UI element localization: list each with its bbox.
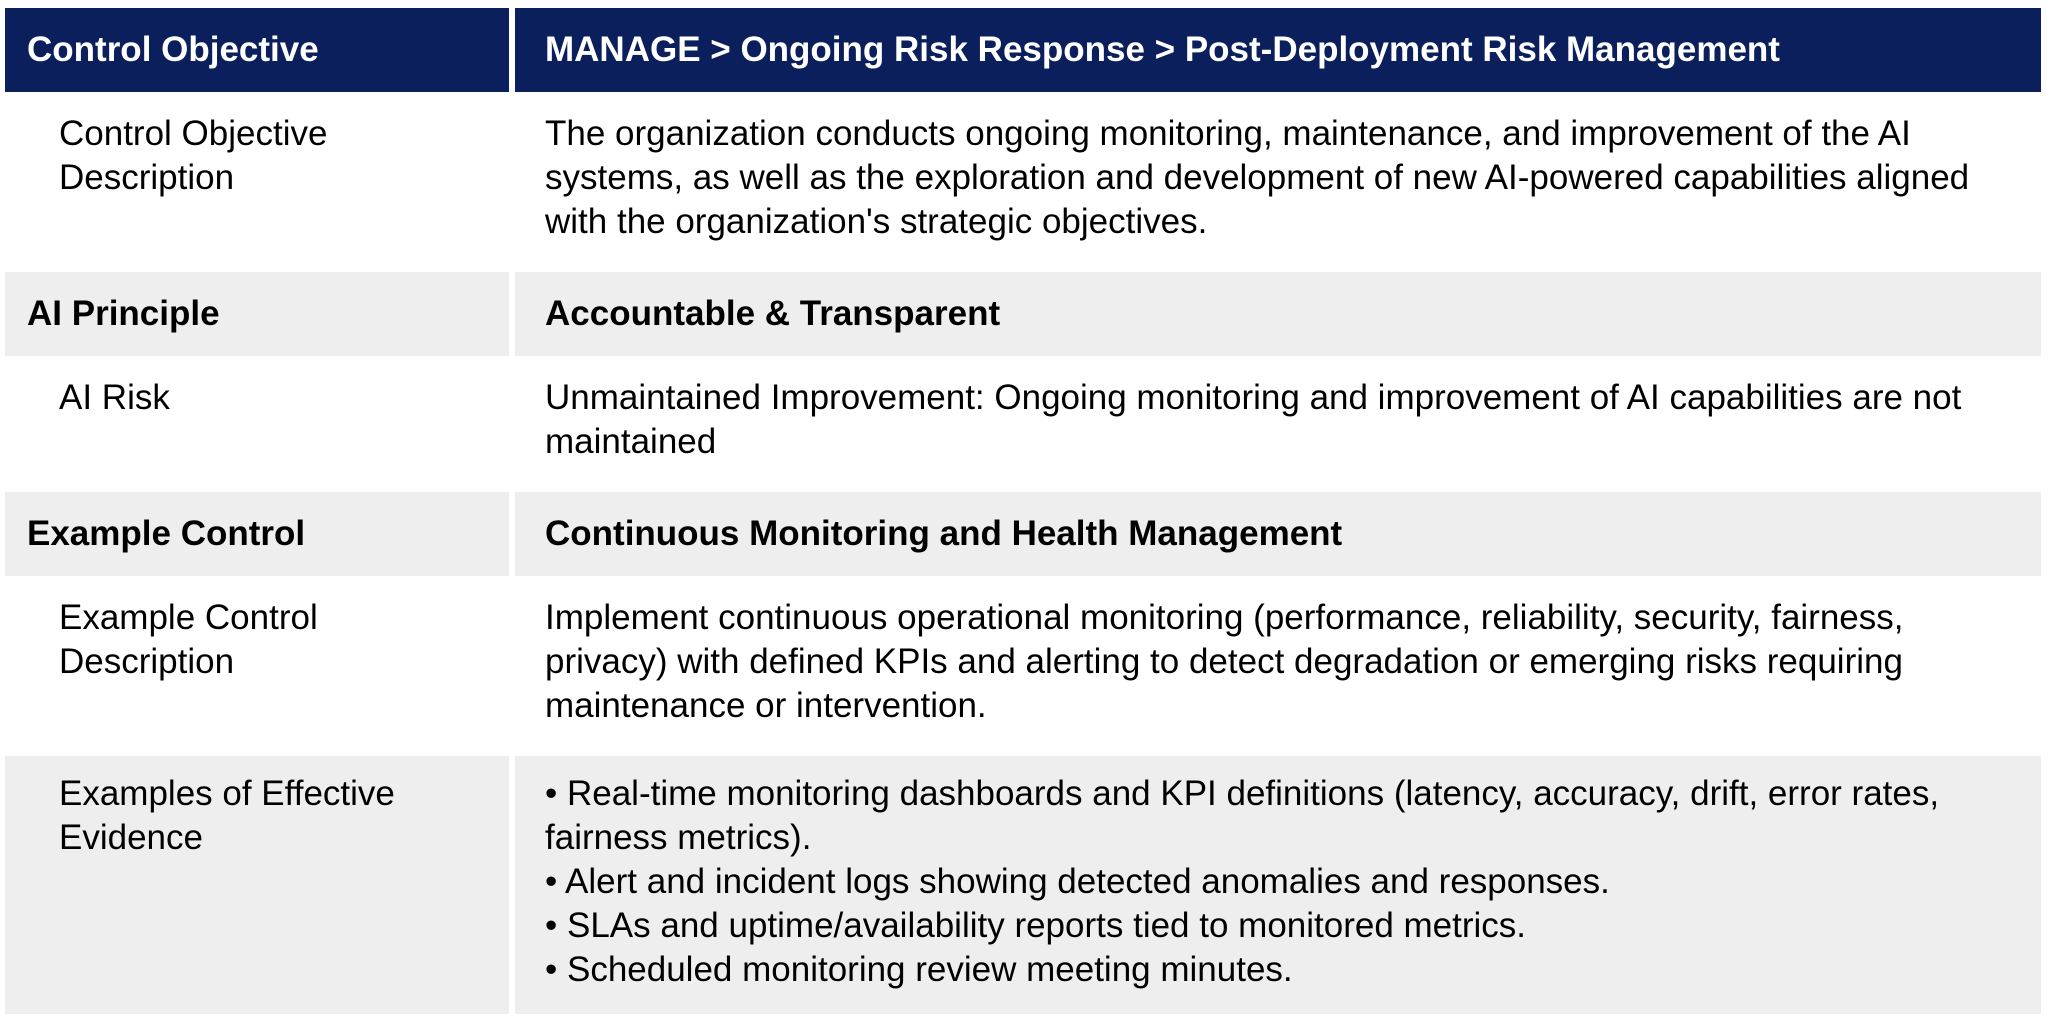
evidence-list <box>515 756 2041 1014</box>
example-control-description-label: Example Control Description <box>5 580 509 752</box>
evidence-item: • SLAs and uptime/availability reports tied to monitored metrics. <box>545 906 1527 945</box>
control-objective-description-label: Control Objective Description <box>5 96 509 268</box>
example-control-label: Example Control <box>5 492 509 576</box>
ai-risk-value: Unmaintained Improvement: Ongoing monitoring and improvement of AI capabilities are not maintained <box>515 360 2041 488</box>
ai-principle-value: Accountable & Transparent <box>515 272 2041 356</box>
header-right: MANAGE > Ongoing Risk Response > Post-Deployment Risk Management <box>515 8 2041 92</box>
evidence-item: • Alert and incident logs showing detected anomalies and responses. <box>545 862 1610 901</box>
example-control-value: Continuous Monitoring and Health Management <box>515 492 2041 576</box>
ai-principle-label: AI Principle <box>5 272 509 356</box>
example-control-description-value: Implement continuous operational monitoring (performance, reliability, security, fairness, privacy) with defined KPIs and alerting to detect degradation or emerging risks requiring maintenance or intervention. <box>515 580 2041 752</box>
evidence-item: • Scheduled monitoring review meeting minutes. <box>545 950 1293 989</box>
evidence-label: Examples of Effective Evidence <box>5 756 509 1014</box>
ai-risk-label: AI Risk <box>5 360 509 488</box>
header-left: Control Objective <box>5 8 509 92</box>
control-objective-description-value: The organization conducts ongoing monitoring, maintenance, and improvement of the AI systems, as well as the exploration and development of new AI-powered capabilities aligned with the organization's strategic objectives. <box>515 96 2041 268</box>
control-table <box>5 8 2041 1014</box>
evidence-item: • Real-time monitoring dashboards and KPI definitions (latency, accuracy, drift, error rates, fairness metrics). <box>545 774 1940 857</box>
